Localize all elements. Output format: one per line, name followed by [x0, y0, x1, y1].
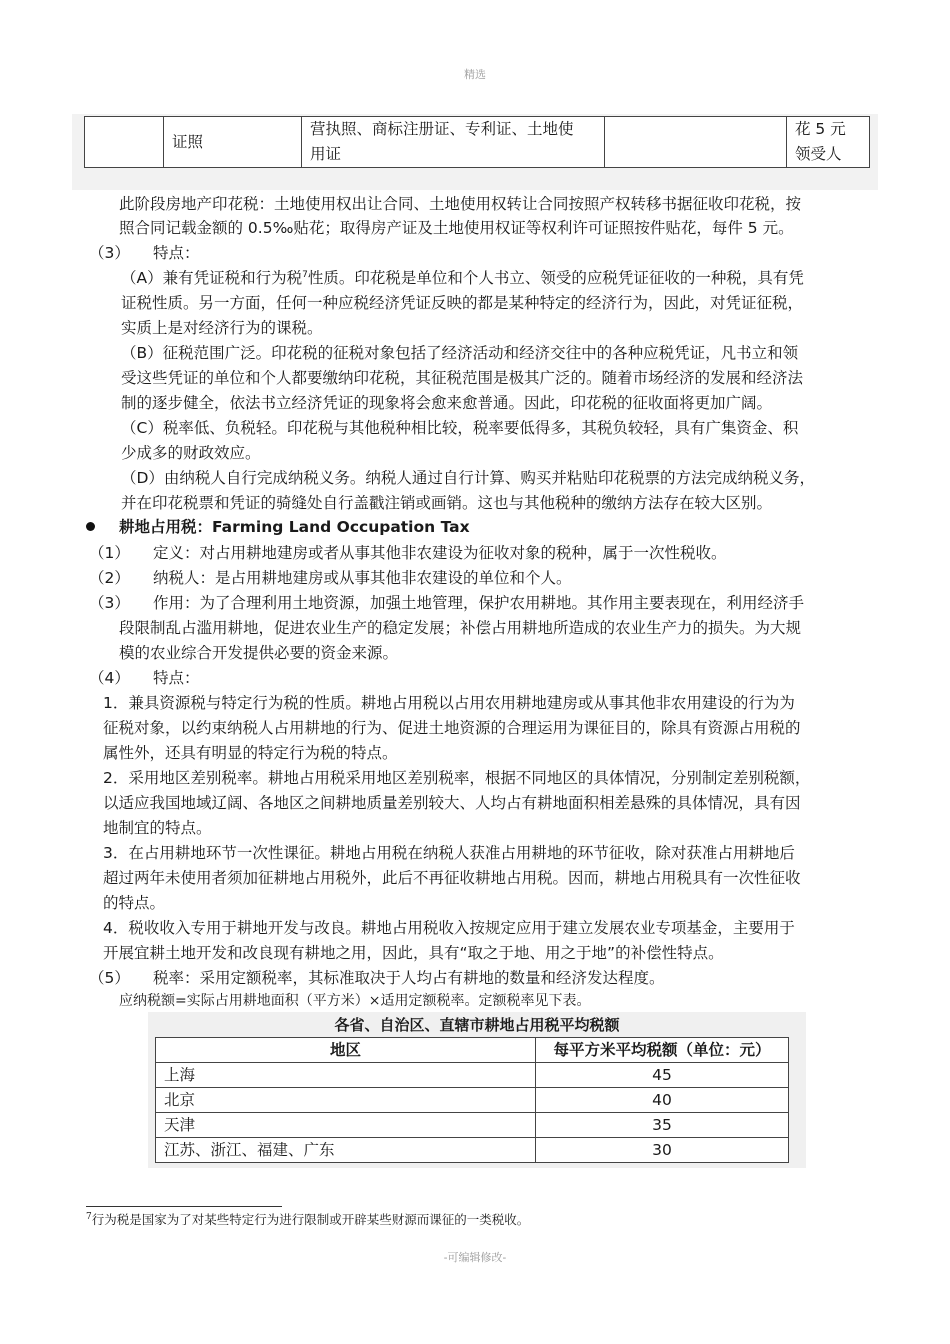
- page-footer: -可编辑修改-: [443, 1251, 507, 1264]
- footnote-text: 行为税是国家为了对某些特定行为进行限制或开辟某些财源而课征的一类税收。: [91, 1212, 530, 1227]
- paragraph-line: 地制宜的特点。: [103, 819, 212, 837]
- section-title: 耕地占用税：Farming Land Occupation Tax: [119, 518, 470, 536]
- paragraph-line: 并在印花税票和凭证的骑缝处自行盖戳注销或画销。这也与其他税种的缴纳方法存在较大区别。: [121, 494, 773, 512]
- table-cell: [605, 117, 787, 168]
- paragraph-line: 少成多的财政效应。: [121, 444, 261, 462]
- text-run: 性质。印花税是单位和个人书立、领受的应税凭证征收的一种税，具有凭: [307, 269, 804, 287]
- cell-line: 用证: [310, 145, 342, 163]
- paragraph-line: （C）税率低、负税轻。印花税与其他税种相比较，税率要低得多，其税负较轻，具有广集资金、积: [121, 419, 799, 437]
- paragraph-line: 照合同记载金额的 0.5‰贴花；取得房产证及土地使用权证等权利许可证照按件贴花，每件 5 元。: [119, 219, 794, 237]
- list-label: 特点：: [153, 669, 200, 687]
- region-cell: 北京: [156, 1088, 536, 1113]
- list-number: （3）: [89, 594, 130, 612]
- paragraph-line: （D）由纳税人自行完成纳税义务。纳税人通过自行计算、购买并粘贴印花税票的方法完成纳税义务，: [121, 469, 815, 487]
- paragraph-line: 制的逐步健全，依法书立经济凭证的现象将会愈来愈普通。因此，印花税的征收面将更加广阔。: [121, 394, 773, 412]
- table-cell: 证照: [164, 117, 302, 168]
- list-number: （3）: [89, 244, 130, 262]
- paragraph-line: 4．税收收入专用于耕地开发与改良。耕地占用税收入按规定应用于建立发展农业专项基金，主要用于: [103, 919, 795, 937]
- list-text: 定义：对占用耕地建房或者从事其他非农建设为征收对象的税种，属于一次性税收。: [153, 544, 727, 562]
- cell-line: 营执照、商标注册证、专利证、土地使: [310, 120, 574, 138]
- table-row: [156, 1138, 789, 1163]
- paragraph-line: 属性外，还具有明显的特定行为税的特点。: [103, 744, 398, 762]
- table-cell: [787, 117, 870, 168]
- table-row: [156, 1063, 789, 1088]
- page-header: 精选: [464, 68, 486, 81]
- table-title: 各省、自治区、直辖市耕地占用税平均税额: [334, 1016, 620, 1034]
- list-text: 模的农业综合开发提供必要的资金来源。: [119, 644, 399, 662]
- cell-line: 花 5 元: [795, 120, 846, 138]
- table-row: [85, 117, 870, 168]
- paragraph-line: 以适应我国地域辽阔、各地区之间耕地质量差别较大、人均占有耕地面积相差悬殊的具体情况，具有因: [103, 794, 801, 812]
- text-run: （A）兼有凭证税和行为税: [121, 269, 303, 287]
- list-text: 税率：采用定额税率，其标准取决于人均占有耕地的数量和经济发达程度。: [153, 969, 665, 987]
- region-cell: 江苏、浙江、福建、广东: [156, 1138, 536, 1163]
- paragraph-line: 证税性质。另一方面，任何一种应税经济凭证反映的都是某种特定的经济行为，因此，对凭证征税，: [121, 294, 804, 312]
- list-text: 作用：为了合理利用土地资源，加强土地管理，保护农用耕地。其作用主要表现在，利用经济手: [153, 594, 805, 612]
- list-label: 特点：: [153, 244, 200, 262]
- list-text: 纳税人：是占用耕地建房或从事其他非农建设的单位和个人。: [153, 569, 572, 587]
- amount-cell: 30: [536, 1138, 789, 1163]
- paragraph-line: （B）征税范围广泛。印花税的征税对象包括了经济活动和经济交往中的各种应税凭证，凡书立和领: [121, 344, 799, 362]
- paragraph-line: 实质上是对经济行为的课税。: [121, 319, 323, 337]
- table-header-row: [156, 1038, 789, 1063]
- amount-cell: 35: [536, 1113, 789, 1138]
- paragraph-line: 3．在占用耕地环节一次性课征。耕地占用税在纳税人获准占用耕地的环节征收，除对获准占用耕地后: [103, 844, 795, 862]
- paragraph-line: 开展宜耕土地开发和改良现有耕地之用，因此，具有“取之于地、用之于地”的补偿性特点。: [103, 944, 724, 962]
- amount-cell: 45: [536, 1063, 789, 1088]
- table-cell: [85, 117, 164, 168]
- footnote-ref: 7: [302, 269, 308, 280]
- region-cell: 天津: [156, 1113, 536, 1138]
- paragraph-line: 征税对象，以约束纳税人占用耕地的行为、促进土地资源的合理运用为课征目的，除具有资源占用税的: [103, 719, 801, 737]
- column-header: 地区: [156, 1038, 536, 1063]
- paragraph-line: 超过两年未使用者须加征耕地占用税外，此后不再征收耕地占用税。因而，耕地占用税具有一次性征收: [103, 869, 801, 887]
- footnote-mark: 7: [86, 1211, 92, 1222]
- region-cell: 上海: [156, 1063, 536, 1088]
- list-number: （2）: [89, 569, 130, 587]
- top-table-fragment: [84, 116, 870, 168]
- paragraph-line: 2．采用地区差别税率。耕地占用税采用地区差别税率，根据不同地区的具体情况，分别制定差别税额，: [103, 769, 811, 787]
- paragraph-line: 受这些凭证的单位和个人都要缴纳印花税，其征税范围是极其广泛的。随着市场经济的发展和经济法: [121, 369, 804, 387]
- column-header: 每平方米平均税额（单位：元）: [536, 1038, 789, 1063]
- rate-table: [155, 1037, 789, 1163]
- formula-line: 应纳税额=实际占用耕地面积（平方米）×适用定额税率。定额税率见下表。: [119, 993, 591, 1009]
- table-row: [156, 1113, 789, 1138]
- list-number: （4）: [89, 669, 130, 687]
- bullet-icon: [86, 522, 95, 531]
- paragraph-line: 此阶段房地产印花税：土地使用权出让合同、土地使用权转让合同按照产权转移书据征收印花税，按: [119, 195, 802, 213]
- paragraph-line: [121, 266, 804, 290]
- paragraph-line: 1．兼具资源税与特定行为税的性质。耕地占用税以占用农用耕地建房或从事其他非农用建设的行为为: [103, 694, 795, 712]
- amount-cell: 40: [536, 1088, 789, 1113]
- footnote: [86, 1210, 529, 1230]
- list-number: （5）: [89, 969, 130, 987]
- list-text: 段限制乱占滥用耕地，促进农业生产的稳定发展；补偿占用耕地所造成的农业生产力的损失。为大规: [119, 619, 802, 637]
- cell-line: 领受人: [795, 145, 842, 163]
- table-row: [156, 1088, 789, 1113]
- table-cell: [302, 117, 605, 168]
- paragraph-line: 的特点。: [103, 894, 166, 912]
- footnote-separator: [86, 1206, 282, 1207]
- list-number: （1）: [89, 544, 130, 562]
